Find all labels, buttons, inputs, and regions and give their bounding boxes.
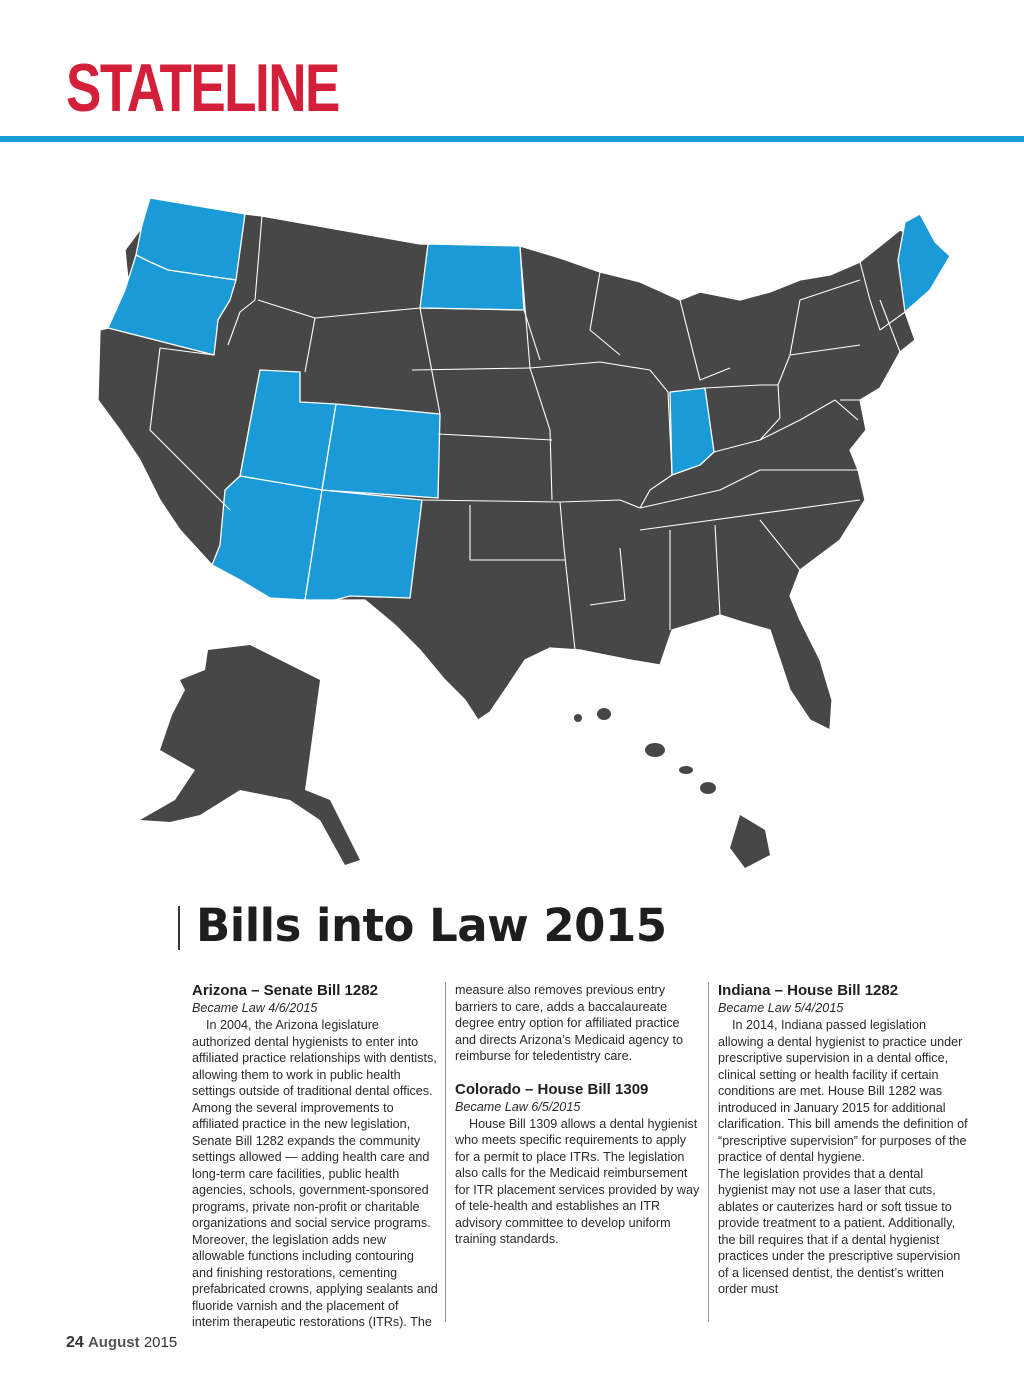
folio — [66, 1334, 177, 1352]
masthead: STATELINE — [66, 50, 339, 126]
maine-state — [898, 214, 950, 312]
colorado-date: Became Law 6/5/2015 — [455, 1099, 581, 1114]
page-number: 24 — [66, 1334, 84, 1351]
masthead-rule — [0, 136, 1024, 142]
column-rule — [445, 982, 446, 1322]
arizona-date: Became Law 4/6/2015 — [192, 1001, 318, 1015]
arizona-title: Arizona – Senate Bill 1282 — [192, 982, 378, 999]
colorado-body: House Bill 1309 allows a dental hygienist who meets specific requirements to apply for a permit to place ITRs. The legislation also calls for the Medicaid reimbursement for ITR placement services provided by way of tele-health and establishes an ITR advisory committee to develop uniform training standards. — [455, 1116, 700, 1246]
arizona-body-continued: measure also removes previous entry barriers to care, adds a baccalaureate degree entry option for affiliated practice and directs Arizona’s Medicaid agency to reimburse for teledentistry care. — [455, 983, 683, 1063]
column-3 — [718, 982, 968, 1298]
issue-year: 2015 — [143, 1334, 178, 1351]
us-map — [0, 150, 1024, 880]
alaska-state — [140, 645, 360, 865]
headline-bar — [178, 906, 180, 950]
new-mexico-state — [305, 490, 422, 600]
arizona-state — [212, 476, 322, 600]
north-dakota-state — [420, 244, 524, 310]
column-2 — [455, 982, 700, 1248]
indiana-title: Indiana – House Bill 1282 — [718, 982, 899, 999]
headline: Bills into Law 2015 — [196, 899, 667, 952]
colorado-title: Colorado – House Bill 1309 — [455, 1080, 649, 1098]
hawaii-state — [574, 708, 770, 868]
indiana-body-2: The legislation provides that a dental hygienist may not use a laser that cuts, ablates or cauterizes hard or soft tissue to provide treatment to a patient. Additionally, the bill requires that if a dental hygienist practices under the prescriptive supervision of a licensed dentist, the dentist’s written order must — [718, 1166, 961, 1296]
issue-month: August — [87, 1334, 140, 1351]
column-1 — [192, 982, 438, 1341]
column-rule — [708, 982, 709, 1322]
arizona-body: In 2004, the Arizona legislature authorized dental hygienists to enter into affiliated practice relationships with dentists, allowing them to work in public health settings outside of traditional dental offices. Among the several improvements to affiliated practice in the new legislation, Senate Bill 1282 expands the community settings allowed — adding health care and long-term care facilities, public health agencies, schools, government-sponsored programs, private non-profit or charitable organizations and social service programs. Moreover, the legislation adds new allowable functions including contouring and finishing restorations, cementing prefabricated crowns, applying sealants and fluoride varnish and the placement of interim therapeutic restorations (ITRs). The — [192, 1018, 438, 1329]
colorado-state — [322, 404, 440, 498]
indiana-body-1: In 2014, Indiana passed legislation allowing a dental hygienist to practice under prescriptive supervision in a dental office, clinical setting or health facility if certain conditions are met. House Bill 1282 was introduced in January 2015 for additional clarification. This bill amends the definition of “prescriptive supervision” for purposes of the practice of dental hygiene. — [718, 1018, 968, 1164]
indiana-date: Became Law 5/4/2015 — [718, 1001, 844, 1015]
